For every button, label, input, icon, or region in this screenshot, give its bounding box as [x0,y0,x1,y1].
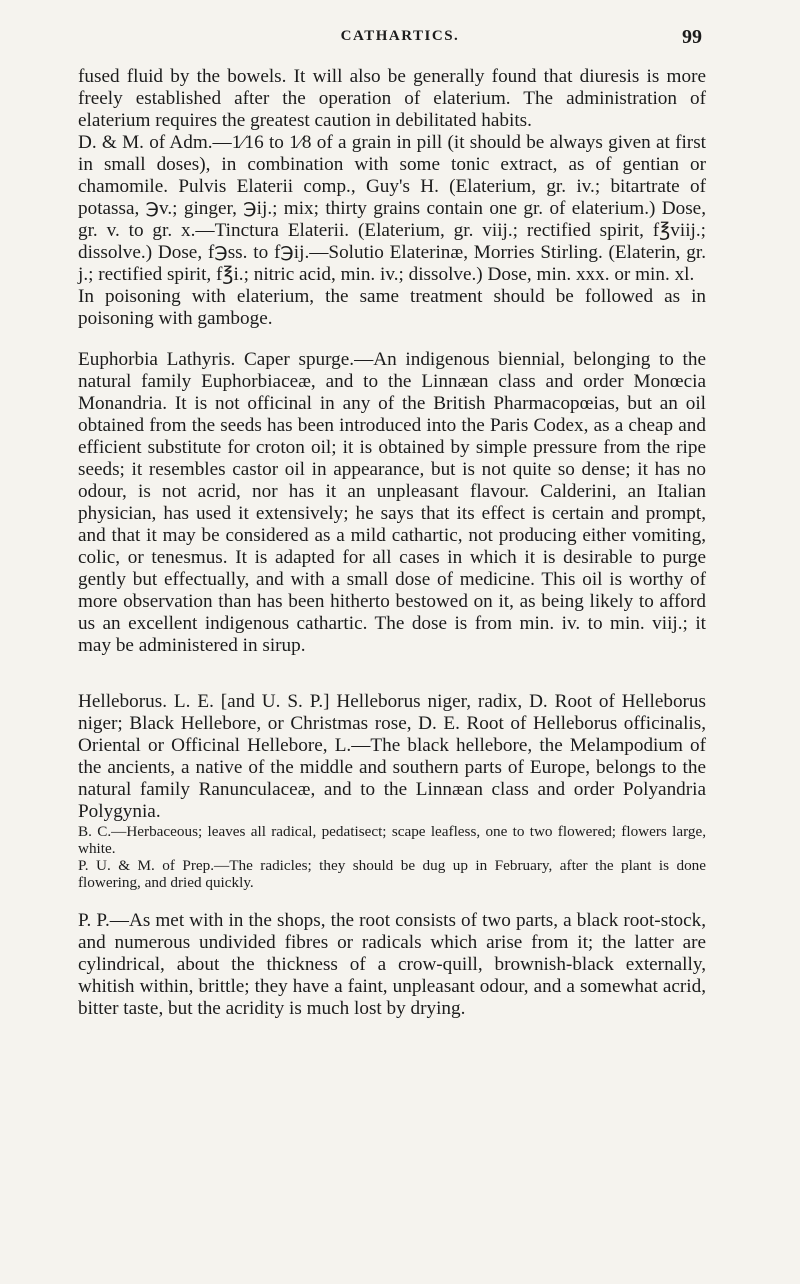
paragraph-elaterium-dose: D. & M. of Adm.—1⁄16 to 1⁄8 of a grain in pill (it should be always given at first in small doses), in combination with some tonic extract, as of gentian or chamomile. Pulvis Elaterii comp., Guy's H. (Elaterium, gr. iv.; bitartrate of potassa, ℈v.; ginger, ℈ij.; mix; thirty grains contain one gr. of elaterium.) Dose, gr. v. to gr. x.—Tinctura Elaterii. (Elaterium, gr. viij.; rectified spirit, f℥viij.; dissolve.) Dose, f℈ss. to f℈ij.—Solutio Elaterinæ, Morries Stirling. (Elaterin, gr. j.; rectified spirit, f℥i.; nitric acid, min. iv.; dissolve.) Dose, min. xxx. or min. xl. [78,132,706,285]
paragraph-helleborus-heading: Helleborus. L. E. [and U. S. P.] Helleborus niger, radix, D. Root of Helleborus niger; Black Hellebore, or Christmas rose, D. E. Root of Helleborus officinalis, Oriental or Officinal Hellebore, L.—The black hellebore, the Melampodium of the ancients, a native of the middle and southern parts of Europe, belongs to the natural family Ranunculaceæ, and to the Linnæan class and order Polyandria Polygynia. [78,691,706,822]
paragraph-botanical-characters: B. C.—Herbaceous; leaves all radical, pedatisect; scape leafless, one to two flowered; flowers large, white. [78,823,706,857]
paragraph-elaterium-diuresis: fused fluid by the bowels. It will also be generally found that diuresis is more freely established after the operation of elaterium. The administration of elaterium requires the greatest caution in debilitated habits. [78,66,706,131]
paragraph-physical-properties: P. P.—As met with in the shops, the root consists of two parts, a black root-stock, and numerous undivided fibres or radicals which arise from it; the latter are cylindrical, about the thickness of a crow-quill, brownish-black externally, whitish within, brittle; they have a faint, unpleasant odour, and a somewhat acrid, bitter taste, but the acridity is much lost by drying. [78,910,706,1019]
page-body [78,66,706,1020]
paragraph-part-used: P. U. & M. of Prep.—The radicles; they should be dug up in February, after the plant is done flowering, and dried quickly. [78,857,706,891]
running-head: CATHARTICS. [340,28,460,44]
paragraph-euphorbia-lathyris: Euphorbia Lathyris. Caper spurge.—An indigenous biennial, belonging to the natural family Euphorbiaceæ, and to the Linnæan class and order Monœcia Monandria. It is not officinal in any of the British Pharmacopœias, but an oil obtained from the seeds has been introduced into the Paris Codex, as a cheap and efficient substitute for croton oil; it is obtained by simple pressure from the ripe seeds; it resembles castor oil in appearance, but is not quite so dense; it has no odour, is not acrid, nor has it an unpleasant flavour. Calderini, an Italian physician, has used it extensively; he says that its effect is certain and prompt, and that it may be considered as a mild cathartic, not producing either vomiting, colic, or tenesmus. It is adapted for all cases in which it is desirable to purge gently but effectually, and with a small dose of medicine. This oil is worthy of more observation than has been hitherto bestowed on it, as being likely to afford us an excellent indigenous cathartic. The dose is from min. iv. to min. viij.; it may be administered in sirup. [78,349,706,656]
paragraph-elaterium-poisoning: In poisoning with elaterium, the same treatment should be followed as in poisoning with gamboge. [78,286,706,329]
page-number: 99 [682,26,702,48]
